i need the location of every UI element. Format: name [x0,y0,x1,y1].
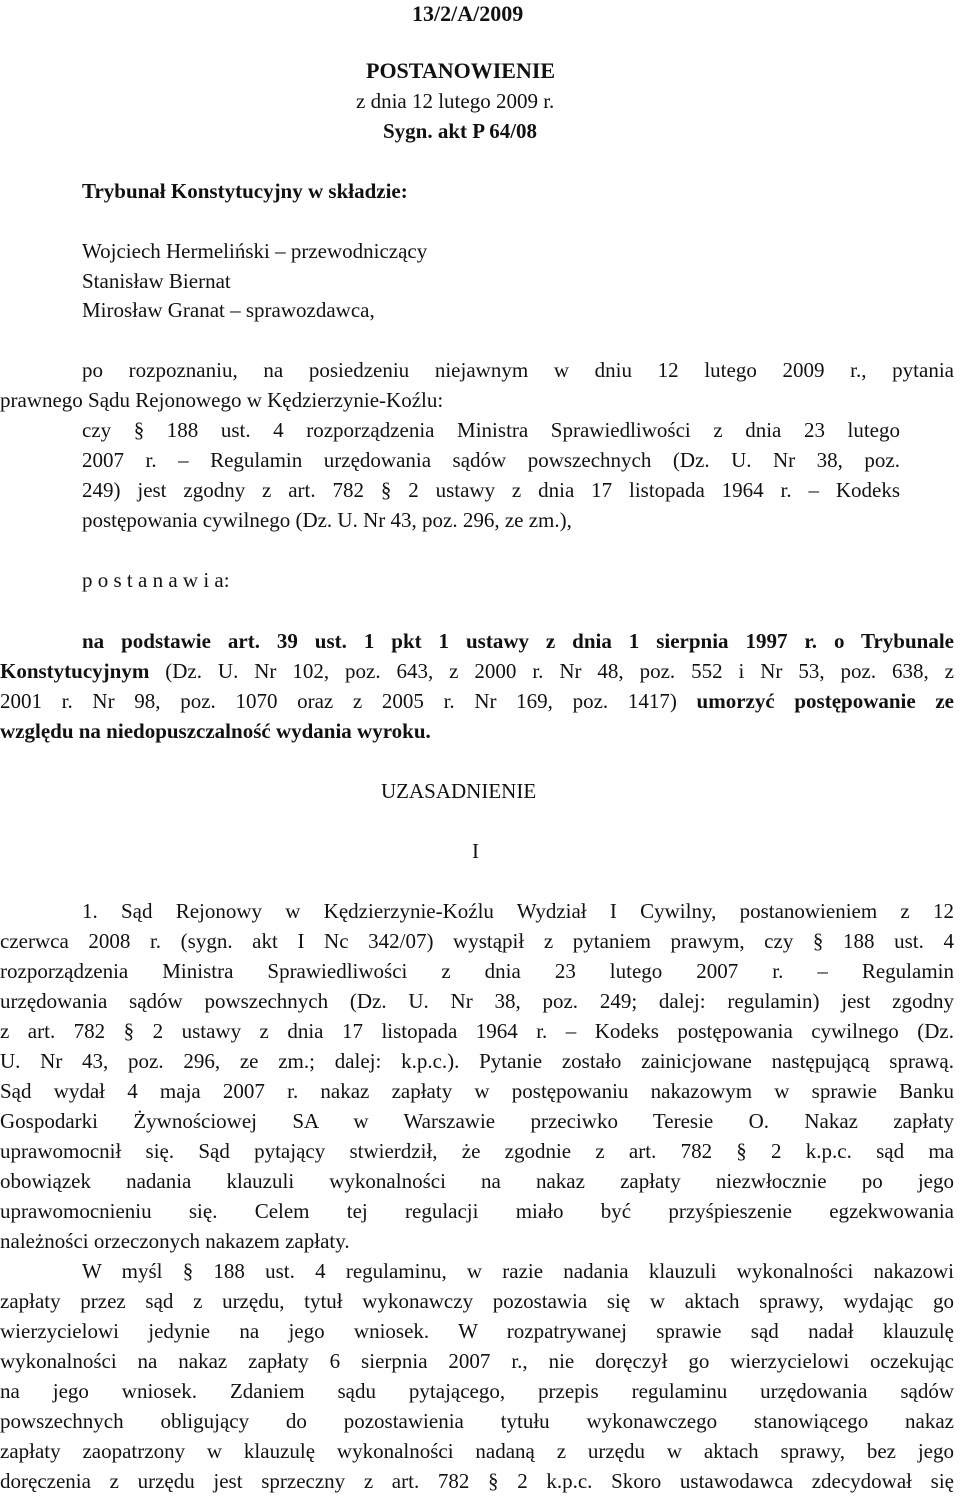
body-line: 1. Sąd Rejonowy w Kędzierzynie-Koźlu Wydział I Cywilny, postanowieniem z 12 [82,899,954,923]
bench-member: Mirosław Granat – sprawozdawca, [82,298,375,322]
body-line: wykonalności na nakaz zapłaty 6 sierpnia 2007 r., nie doręczył go wierzycielowi oczekując [0,1349,954,1373]
ruling-line-citation: 2001 r. Nr 98, poz. 1070 oraz z 2005 r. Nr 169, poz. 1417) [0,689,677,713]
justification-heading: UZASADNIENIE [381,779,537,803]
document-date: z dnia 12 lutego 2009 r. [356,89,555,113]
ruling-line-bold-part: Konstytucyjnym [0,659,150,683]
body-line: powszechnych obligujący do pozostawienia tytułu wykonawczego stanowiącego nakaz [0,1409,954,1433]
bench-member: Stanisław Biernat [82,269,231,293]
ruling-line: względu na niedopuszczalność wydania wyroku. [0,719,431,743]
ruling-line-citation: (Dz. U. Nr 102, poz. 643, z 2000 r. Nr 48, poz. 552 i Nr 53, poz. 638, z [149,659,954,683]
bench-heading: Trybunał Konstytucyjny w składzie: [82,179,408,203]
ruling-line [0,688,954,714]
body-line: W myśl § 188 ust. 4 regulaminu, w razie nadania klauzuli wykonalności nakazowi [82,1259,954,1283]
body-line: wierzycielowi jedynie na jego wniosek. W rozpatrywanej sprawie sąd nadał klauzulę [0,1319,954,1343]
intro-line: po rozpoznaniu, na posiedzeniu niejawnym w dniu 12 lutego 2009 r., pytania [82,358,954,382]
body-line: U. Nr 43, poz. 296, ze zm.; dalej: k.p.c.). Pytanie zostało zainicjowane następującą sprawą. [0,1049,954,1073]
question-line: czy § 188 ust. 4 rozporządzenia Ministra Sprawiedliwości z dnia 23 lutego [82,418,900,442]
body-line: uprawomocnił się. Sąd pytający stwierdził, że zgodnie z art. 782 § 2 k.p.c. sąd ma [0,1139,954,1163]
body-line: doręczenia z urzędu jest sprzeczny z art. 782 § 2 k.p.c. Skoro ustawodawca zdecydował się [0,1469,954,1493]
document-type: POSTANOWIENIE [366,58,556,83]
question-line: 249) jest zgodny z art. 782 § 2 ustawy z dnia 17 listopada 1964 r. – Kodeks [82,478,900,502]
ruling-line-bold-part: umorzyć postępowanie ze [676,689,955,713]
ruling-line [0,658,954,684]
body-line: z art. 782 § 2 ustawy z dnia 17 listopada 1964 r. – Kodeks postępowania cywilnego (Dz. [0,1019,954,1043]
body-line: rozporządzenia Ministra Sprawiedliwości z dnia 23 lutego 2007 r. – Regulamin [0,959,954,983]
ruling-label: p o s t a n a w i a: [82,568,230,592]
section-numeral: I [472,839,479,863]
question-line: 2007 r. – Regulamin urzędowania sądów powszechnych (Dz. U. Nr 38, poz. [82,448,900,472]
ruling-line: na podstawie art. 39 ust. 1 pkt 1 ustawy z dnia 1 sierpnia 1997 r. o Trybunale [82,629,954,653]
body-line: na jego wniosek. Zdaniem sądu pytającego, przepis regulaminu urzędowania sądów [0,1379,954,1403]
body-line: zapłaty zaopatrzony w klauzulę wykonalności nadaną z urzędu w aktach sprawy, bez jego [0,1439,954,1463]
body-line: Sąd wydał 4 maja 2007 r. nakaz zapłaty w postępowaniu nakazowym w sprawie Banku [0,1079,954,1103]
body-line: urzędowania sądów powszechnych (Dz. U. Nr 38, poz. 249; dalej: regulamin) jest zgodny [0,989,954,1013]
bench-member: Wojciech Hermeliński – przewodniczący [82,239,428,263]
body-line: zapłaty przez sąd z urzędu, tytuł wykonawczy pozostawia się w aktach sprawy, wydając go [0,1289,954,1313]
case-number: 13/2/A/2009 [412,1,524,26]
body-line: czerwca 2008 r. (sygn. akt I Nc 342/07) wystąpił z pytaniem prawym, czy § 188 ust. 4 [0,929,954,953]
case-signature: Sygn. akt P 64/08 [383,119,538,143]
question-line: postępowania cywilnego (Dz. U. Nr 43, poz. 296, ze zm.), [82,508,572,532]
body-line: Gospodarki Żywnościowej SA w Warszawie przeciwko Teresie O. Nakaz zapłaty [0,1109,954,1133]
body-line: uprawomocnieniu się. Celem tej regulacji miało być przyśpieszenie egzekwowania [0,1199,954,1223]
body-line: obowiązek nadania klauzuli wykonalności na nakaz zapłaty niezwłocznie po jego [0,1169,954,1193]
intro-line: prawnego Sądu Rejonowego w Kędzierzynie-Koźlu: [0,388,444,412]
body-line: należności orzeczonych nakazem zapłaty. [0,1229,350,1253]
